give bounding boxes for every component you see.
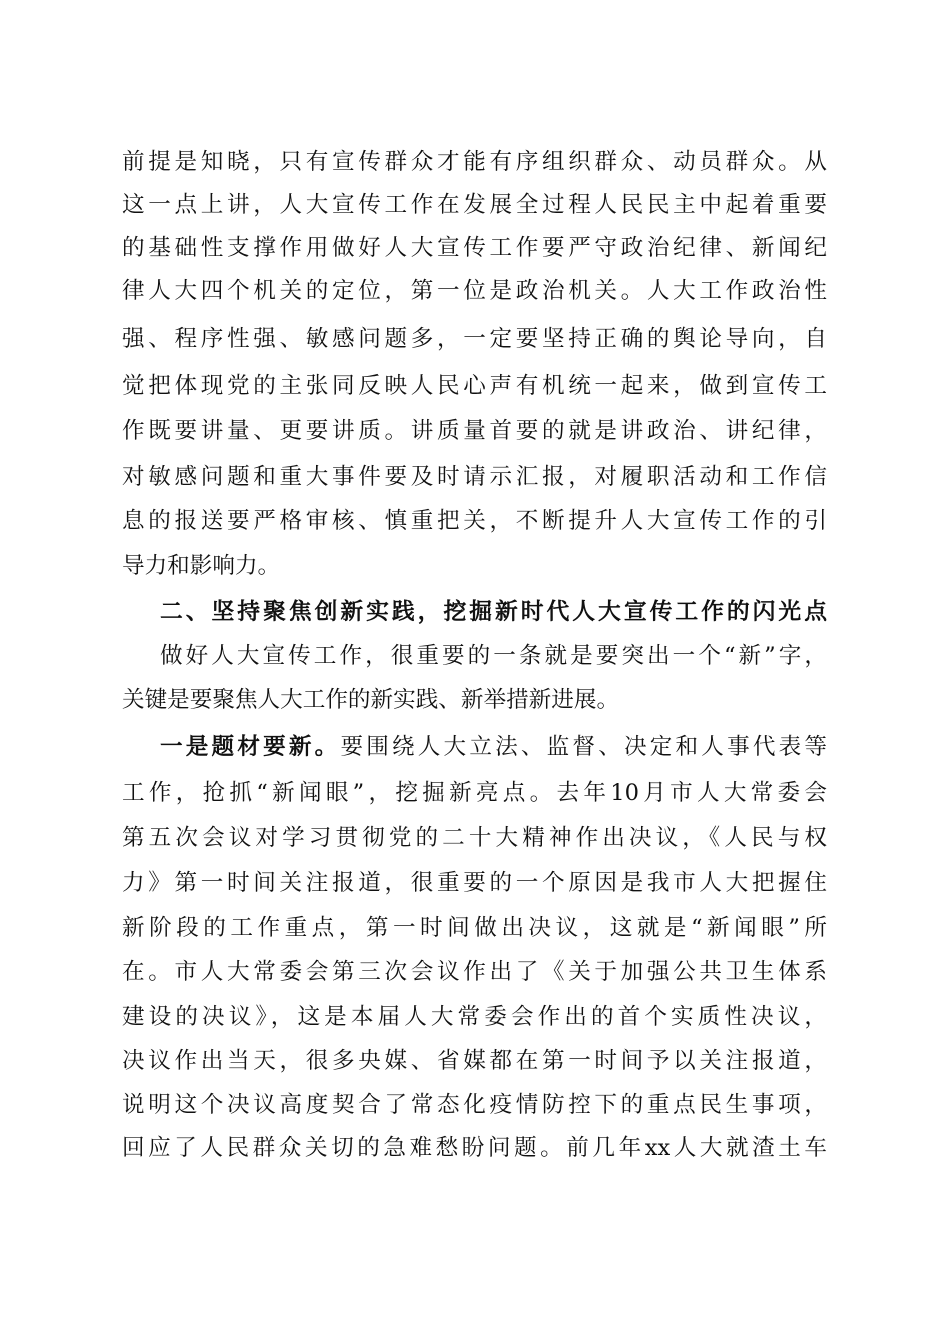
paragraph-3-line-2: 工作，抢抓“新闻眼”，挖掘新亮点。去年10月市人大常委会 xyxy=(122,780,827,806)
paragraph-3-line-6: 在。市人大常委会第三次会议作出了《关于加强公共卫生体系 xyxy=(122,959,827,985)
paragraph-1-line-1: 前提是知晓，只有宣传群众才能有序组织群众、动员群众。从 xyxy=(122,149,827,175)
section-heading: 二、坚持聚焦创新实践，挖掘新时代人大宣传工作的闪光点 xyxy=(160,599,827,625)
paragraph-3-line-8: 决议作出当天，很多央媒、省媒都在第一时间予以关注报道， xyxy=(122,1048,827,1074)
paragraph-3-line-3: 第五次会议对学习贯彻党的二十大精神作出决议，《人民与权 xyxy=(122,825,827,851)
paragraph-3-line-9: 说明这个决议高度契合了常态化疫情防控下的重点民生事项， xyxy=(122,1092,827,1118)
paragraph-1-line-4: 律人大四个机关的定位，第一位是政治机关。人大工作政治性 xyxy=(122,278,827,304)
paragraph-1-line-9: 息的报送要严格审核、慎重把关，不断提升人大宣传工作的引 xyxy=(122,508,827,534)
paragraph-3-line-4: 力》第一时间关注报道，很重要的一个原因是我市人大把握住 xyxy=(122,870,827,896)
paragraph-2-line-1: 做好人大宣传工作，很重要的一条就是要突出一个“新”字， xyxy=(160,643,827,669)
paragraph-1-line-6: 觉把体现党的主张同反映人民心声有机统一起来，做到宣传工 xyxy=(122,373,827,399)
paragraph-3-line-7: 建设的决议》，这是本届人大常委会作出的首个实质性决议， xyxy=(122,1004,827,1030)
paragraph-1-line-2: 这一点上讲，人大宣传工作在发展全过程人民民主中起着重要 xyxy=(122,192,827,218)
paragraph-1-line-5: 强、程序性强、敏感问题多，一定要坚持正确的舆论导向，自 xyxy=(122,326,827,352)
paragraph-3-line-1 xyxy=(160,727,827,767)
paragraph-1-line-3: 的基础性支撑作用做好人大宣传工作要严守政治纪律、新闻纪 xyxy=(122,235,827,261)
paragraph-3-line-5: 新阶段的工作重点，第一时间做出决议，这就是“新闻眼”所 xyxy=(122,915,827,941)
paragraph-2-line-2: 关键是要聚焦人大工作的新实践、新举措新进展。 xyxy=(122,687,620,713)
paragraph-1-line-10: 导力和影响力。 xyxy=(122,553,281,579)
paragraph-1-line-7: 作既要讲量、更要讲质。讲质量首要的就是讲政治、讲纪律， xyxy=(122,418,827,444)
paragraph-3-line-10: 回应了人民群众关切的急难愁盼问题。前几年xx人大就渣土车 xyxy=(122,1135,827,1161)
paragraph-3-lead: 一是题材要新。 xyxy=(160,734,341,760)
paragraph-3-first-line-rest: 要围绕人大立法、监督、决定和人事代表等 xyxy=(340,734,828,760)
paragraph-1-line-8: 对敏感问题和重大事件要及时请示汇报，对履职活动和工作信 xyxy=(122,464,827,490)
